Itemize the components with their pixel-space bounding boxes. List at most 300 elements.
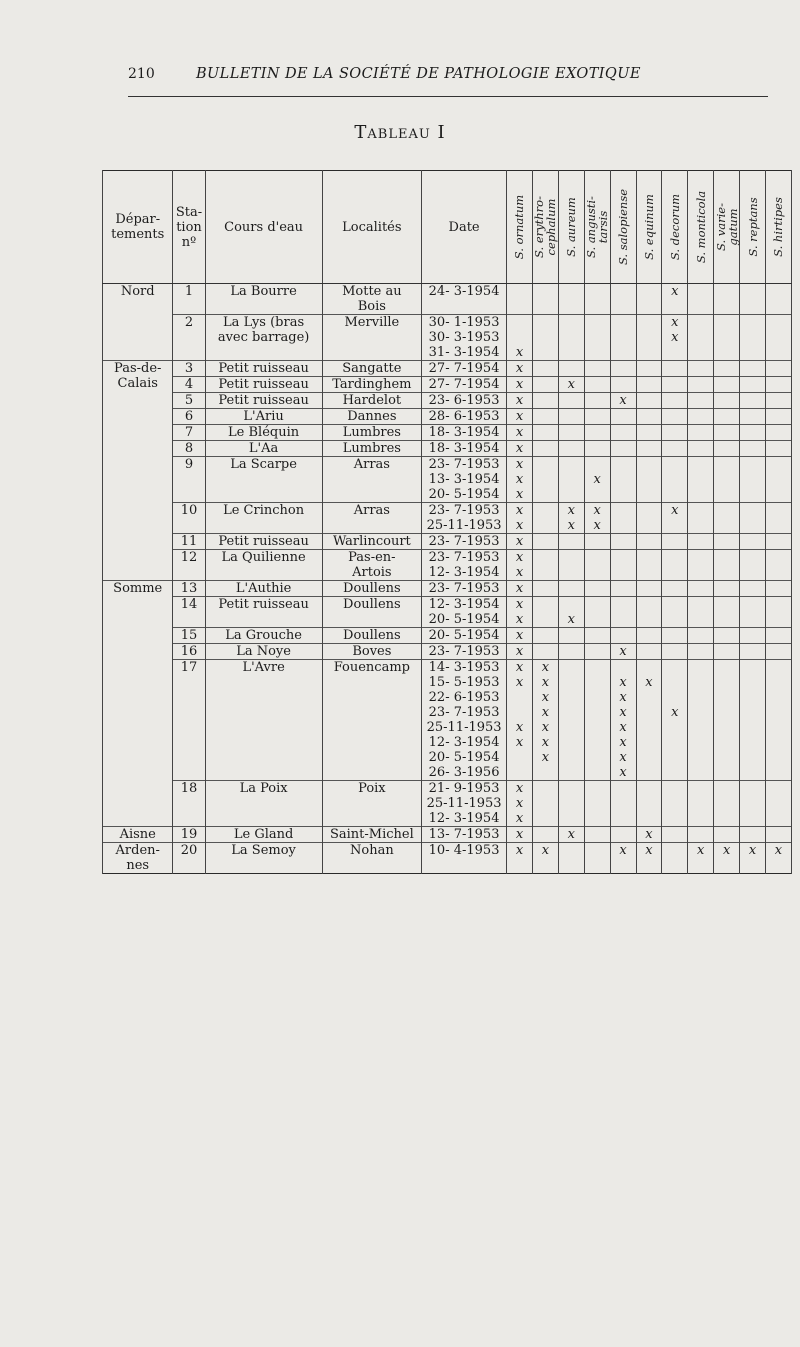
date-cell	[422, 315, 507, 361]
cours-cell	[205, 503, 322, 534]
species-label: S. decorum	[667, 193, 682, 261]
date-cell	[422, 503, 507, 534]
department-cell: Arden- nes	[103, 843, 173, 874]
page-header	[128, 66, 768, 88]
species-mark-cell	[507, 441, 533, 457]
species-mark-cell	[584, 534, 610, 550]
table-row	[103, 315, 792, 361]
species-mark-cell	[584, 781, 610, 827]
species-mark-cell	[714, 660, 740, 781]
presence-mark	[688, 377, 713, 392]
species-mark-cell	[765, 644, 791, 660]
date-line: 23- 7-1953	[428, 534, 500, 549]
species-mark-cell	[584, 315, 610, 361]
presence-mark: x	[515, 503, 524, 518]
presence-mark	[662, 425, 687, 440]
species-mark-cell	[636, 393, 662, 409]
col-species-10	[740, 171, 766, 284]
presence-mark	[637, 409, 662, 424]
presence-mark	[585, 660, 610, 675]
presence-mark	[766, 503, 791, 518]
col-date: Date	[422, 171, 507, 284]
species-mark-cell	[662, 284, 688, 315]
species-mark-cell	[610, 628, 636, 644]
species-mark-cell	[636, 781, 662, 827]
presence-mark	[714, 796, 739, 811]
col-station: Sta- tion nº	[173, 171, 205, 284]
species-mark-cell	[714, 457, 740, 503]
cours-line: Le Bléquin	[228, 425, 300, 440]
presence-mark	[766, 597, 791, 612]
species-mark-cell	[714, 550, 740, 581]
presence-mark	[559, 644, 584, 659]
localite-cell	[322, 628, 421, 644]
species-mark-cell	[532, 660, 558, 781]
presence-mark: x	[619, 393, 627, 408]
species-mark-cell	[662, 457, 688, 503]
presence-mark: x	[567, 827, 575, 842]
localite-cell	[322, 781, 421, 827]
species-mark-cell	[558, 377, 584, 393]
localite-cell	[322, 597, 421, 628]
species-mark-cell	[662, 425, 688, 441]
presence-mark	[688, 472, 713, 487]
presence-mark: x	[515, 441, 524, 456]
presence-mark	[611, 565, 636, 580]
presence-mark: x	[541, 735, 550, 750]
presence-mark	[740, 612, 765, 627]
species-mark-cell	[740, 377, 766, 393]
presence-mark	[585, 550, 610, 565]
department-cell: Nord	[103, 284, 173, 361]
presence-mark	[714, 612, 739, 627]
cours-cell	[205, 393, 322, 409]
presence-mark	[662, 534, 687, 549]
presence-mark: x	[697, 843, 705, 858]
presence-mark	[662, 644, 687, 659]
col-species-8	[688, 171, 714, 284]
col-species-7	[662, 171, 688, 284]
presence-mark	[740, 565, 765, 580]
presence-mark	[740, 581, 765, 596]
presence-mark: x	[619, 765, 627, 780]
species-mark-cell	[765, 441, 791, 457]
presence-mark: x	[515, 811, 524, 826]
cours-line: L'Authie	[235, 581, 292, 596]
presence-mark	[766, 425, 791, 440]
species-mark-cell	[532, 377, 558, 393]
species-mark-cell	[610, 644, 636, 660]
cours-cell	[205, 827, 322, 843]
localite-line: Saint-Michel	[329, 827, 414, 842]
species-mark-cell	[532, 644, 558, 660]
species-mark-cell	[765, 534, 791, 550]
species-label: S. reptans	[745, 197, 760, 257]
species-label: S. salopiense	[616, 188, 631, 266]
col-species-1	[507, 171, 533, 284]
species-mark-cell	[507, 550, 533, 581]
table-row	[103, 441, 792, 457]
presence-mark	[688, 487, 713, 502]
date-cell	[422, 550, 507, 581]
cours-cell	[205, 843, 322, 874]
presence-mark	[637, 472, 662, 487]
presence-mark	[533, 503, 558, 518]
localite-line: Doullens	[343, 581, 401, 596]
presence-mark	[662, 612, 687, 627]
presence-mark	[688, 811, 713, 826]
table-row	[103, 781, 792, 827]
presence-mark: x	[645, 827, 653, 842]
localite-line: Nohan	[350, 843, 394, 858]
localite-cell	[322, 843, 421, 874]
presence-mark	[766, 487, 791, 502]
table-row	[103, 457, 792, 503]
species-mark-cell	[740, 644, 766, 660]
presence-mark	[688, 315, 713, 330]
localite-cell	[322, 581, 421, 597]
species-mark-cell	[662, 781, 688, 827]
species-mark-cell	[765, 425, 791, 441]
localite-line: Dannes	[347, 409, 397, 424]
species-mark-cell	[662, 409, 688, 425]
species-mark-cell	[507, 425, 533, 441]
species-mark-cell	[610, 581, 636, 597]
presence-mark	[611, 361, 636, 376]
presence-mark	[559, 720, 584, 735]
presence-mark	[740, 487, 765, 502]
date-cell	[422, 457, 507, 503]
species-mark-cell	[688, 377, 714, 393]
presence-mark	[611, 503, 636, 518]
presence-mark	[714, 330, 739, 345]
species-label: S. aureum	[564, 197, 579, 257]
presence-mark	[740, 377, 765, 392]
species-mark-cell	[584, 457, 610, 503]
date-cell	[422, 827, 507, 843]
species-mark-cell	[558, 550, 584, 581]
species-mark-cell	[507, 628, 533, 644]
cours-line: avec barrage)	[217, 330, 310, 345]
cours-line: L'Aa	[248, 441, 279, 456]
date-line: 12- 3-1954	[428, 811, 500, 826]
presence-mark	[662, 675, 687, 690]
presence-mark	[533, 581, 558, 596]
presence-mark	[740, 441, 765, 456]
presence-mark: x	[515, 550, 524, 565]
date-cell	[422, 781, 507, 827]
localite-cell	[322, 660, 421, 781]
presence-mark	[533, 284, 558, 299]
station-cell: 10	[173, 503, 205, 534]
date-line: 18- 3-1954	[428, 425, 500, 440]
presence-mark	[611, 581, 636, 596]
date-cell	[422, 581, 507, 597]
presence-mark	[559, 409, 584, 424]
presence-mark	[559, 765, 584, 780]
presence-mark	[662, 565, 687, 580]
presence-mark	[637, 735, 662, 750]
presence-mark	[662, 735, 687, 750]
presence-mark	[766, 690, 791, 705]
presence-mark	[688, 827, 713, 842]
presence-mark	[637, 660, 662, 675]
presence-mark: x	[515, 472, 524, 487]
species-mark-cell	[584, 409, 610, 425]
species-mark-cell	[688, 284, 714, 315]
presence-mark: x	[619, 750, 627, 765]
localite-cell	[322, 425, 421, 441]
cours-line: La Poix	[239, 781, 288, 796]
species-mark-cell	[636, 660, 662, 781]
presence-mark	[740, 781, 765, 796]
species-mark-cell	[740, 425, 766, 441]
table-row	[103, 843, 792, 874]
presence-mark	[611, 441, 636, 456]
date-cell	[422, 361, 507, 377]
table-row	[103, 581, 792, 597]
presence-mark	[662, 393, 687, 408]
presence-mark	[637, 781, 662, 796]
species-mark-cell	[507, 581, 533, 597]
presence-mark	[714, 827, 739, 842]
presence-mark: x	[567, 518, 575, 533]
presence-mark	[611, 457, 636, 472]
presence-mark	[637, 550, 662, 565]
presence-mark	[637, 457, 662, 472]
presence-mark	[714, 628, 739, 643]
presence-mark	[740, 393, 765, 408]
species-mark-cell	[610, 284, 636, 315]
presence-mark	[637, 377, 662, 392]
species-mark-cell	[610, 409, 636, 425]
presence-mark	[766, 534, 791, 549]
presence-mark	[611, 518, 636, 533]
species-mark-cell	[610, 361, 636, 377]
species-mark-cell	[714, 581, 740, 597]
presence-mark	[766, 628, 791, 643]
station-cell: 20	[173, 843, 205, 874]
date-line: 23- 7-1953	[428, 644, 500, 659]
species-mark-cell	[558, 781, 584, 827]
station-cell: 5	[173, 393, 205, 409]
cours-line: Petit ruisseau	[218, 534, 309, 549]
presence-mark	[688, 409, 713, 424]
presence-mark	[637, 765, 662, 780]
species-mark-cell	[584, 843, 610, 874]
date-line: 20- 5-1954	[428, 487, 500, 502]
presence-mark	[585, 690, 610, 705]
species-mark-cell	[558, 393, 584, 409]
presence-mark: x	[774, 843, 783, 858]
species-mark-cell	[610, 597, 636, 628]
cours-cell	[205, 284, 322, 315]
species-mark-cell	[714, 597, 740, 628]
species-mark-cell	[610, 550, 636, 581]
species-mark-cell	[714, 425, 740, 441]
species-mark-cell	[558, 581, 584, 597]
species-mark-cell	[688, 550, 714, 581]
localite-line: Arras	[353, 503, 390, 518]
presence-mark	[559, 843, 584, 858]
presence-mark	[714, 550, 739, 565]
presence-mark: x	[515, 425, 524, 440]
species-mark-cell	[740, 550, 766, 581]
species-mark-cell	[765, 503, 791, 534]
localite-cell	[322, 393, 421, 409]
date-cell	[422, 628, 507, 644]
presence-mark: x	[515, 409, 524, 424]
presence-mark	[637, 315, 662, 330]
species-mark-cell	[636, 827, 662, 843]
presence-mark: x	[619, 644, 627, 659]
species-mark-cell	[558, 457, 584, 503]
presence-mark	[714, 284, 739, 299]
species-mark-cell	[636, 409, 662, 425]
presence-mark	[533, 377, 558, 392]
species-mark-cell	[688, 660, 714, 781]
presence-mark	[637, 441, 662, 456]
presence-mark	[507, 765, 532, 780]
presence-mark: x	[645, 675, 653, 690]
presence-mark	[533, 457, 558, 472]
table-title: Tableau I	[354, 122, 446, 143]
species-mark-cell	[662, 361, 688, 377]
presence-mark	[662, 750, 687, 765]
species-mark-cell	[662, 628, 688, 644]
date-line: 30- 3-1953	[428, 330, 500, 345]
presence-mark	[662, 811, 687, 826]
presence-mark: x	[515, 361, 524, 376]
date-line: 26- 3-1956	[428, 765, 500, 780]
presence-mark	[662, 518, 687, 533]
date-line: 23- 7-1953	[428, 705, 500, 720]
species-mark-cell	[507, 597, 533, 628]
date-line: 18- 3-1954	[428, 441, 500, 456]
date-cell	[422, 441, 507, 457]
presence-mark	[766, 644, 791, 659]
cours-line: Petit ruisseau	[218, 393, 309, 408]
presence-mark	[688, 330, 713, 345]
species-mark-cell	[688, 457, 714, 503]
date-line: 23- 6-1953	[428, 393, 500, 408]
presence-mark: x	[671, 503, 679, 518]
species-mark-cell	[765, 597, 791, 628]
species-mark-cell	[688, 441, 714, 457]
presence-mark	[637, 284, 662, 299]
species-mark-cell	[532, 361, 558, 377]
presence-mark: x	[515, 518, 524, 533]
presence-mark	[714, 472, 739, 487]
species-mark-cell	[714, 361, 740, 377]
presence-mark	[714, 675, 739, 690]
date-line: 15- 5-1953	[428, 675, 500, 690]
species-mark-cell	[740, 781, 766, 827]
species-mark-cell	[688, 503, 714, 534]
cours-line: Petit ruisseau	[218, 597, 309, 612]
species-label: S. equinum	[641, 194, 656, 260]
species-mark-cell	[662, 393, 688, 409]
table-row	[103, 361, 792, 377]
col-species-3	[558, 171, 584, 284]
presence-mark	[585, 315, 610, 330]
species-mark-cell	[610, 315, 636, 361]
presence-mark	[611, 811, 636, 826]
presence-mark	[533, 425, 558, 440]
presence-mark: x	[515, 796, 524, 811]
presence-mark	[740, 518, 765, 533]
presence-mark	[688, 735, 713, 750]
presence-mark: x	[619, 843, 627, 858]
species-mark-cell	[532, 393, 558, 409]
col-species-2	[532, 171, 558, 284]
presence-mark	[611, 345, 636, 360]
presence-mark	[585, 393, 610, 408]
presence-mark	[714, 377, 739, 392]
presence-mark	[766, 827, 791, 842]
species-mark-cell	[584, 550, 610, 581]
presence-mark	[714, 409, 739, 424]
species-mark-cell	[558, 284, 584, 315]
cours-line: La Grouche	[225, 628, 302, 643]
species-mark-cell	[558, 644, 584, 660]
presence-mark: x	[748, 843, 757, 858]
date-line: 23- 7-1953	[428, 503, 500, 518]
presence-mark	[611, 597, 636, 612]
presence-mark	[585, 345, 610, 360]
species-mark-cell	[636, 284, 662, 315]
presence-mark	[766, 315, 791, 330]
species-mark-cell	[507, 644, 533, 660]
presence-mark	[740, 345, 765, 360]
presence-mark: x	[515, 457, 524, 472]
species-mark-cell	[532, 597, 558, 628]
species-mark-cell	[714, 827, 740, 843]
species-mark-cell	[662, 827, 688, 843]
species-mark-cell	[714, 781, 740, 827]
presence-mark	[688, 457, 713, 472]
presence-mark	[740, 690, 765, 705]
presence-mark	[507, 284, 532, 299]
presence-mark	[740, 628, 765, 643]
presence-mark	[637, 565, 662, 580]
date-line: 21- 9-1953	[428, 781, 500, 796]
presence-mark	[611, 781, 636, 796]
presence-mark	[662, 628, 687, 643]
table-row	[103, 503, 792, 534]
species-mark-cell	[636, 534, 662, 550]
presence-mark	[688, 581, 713, 596]
presence-mark	[559, 660, 584, 675]
presence-mark	[662, 472, 687, 487]
presence-mark	[585, 765, 610, 780]
presence-mark: x	[541, 843, 550, 858]
species-mark-cell	[636, 457, 662, 503]
presence-mark	[585, 628, 610, 643]
presence-mark	[662, 690, 687, 705]
presence-mark	[533, 612, 558, 627]
species-mark-cell	[740, 628, 766, 644]
presence-mark	[533, 518, 558, 533]
species-mark-cell	[662, 644, 688, 660]
presence-mark	[714, 660, 739, 675]
presence-mark	[637, 705, 662, 720]
page-number: 210	[128, 66, 155, 82]
header-rule	[128, 96, 768, 97]
presence-mark: x	[541, 660, 550, 675]
presence-mark	[637, 612, 662, 627]
species-mark-cell	[636, 503, 662, 534]
